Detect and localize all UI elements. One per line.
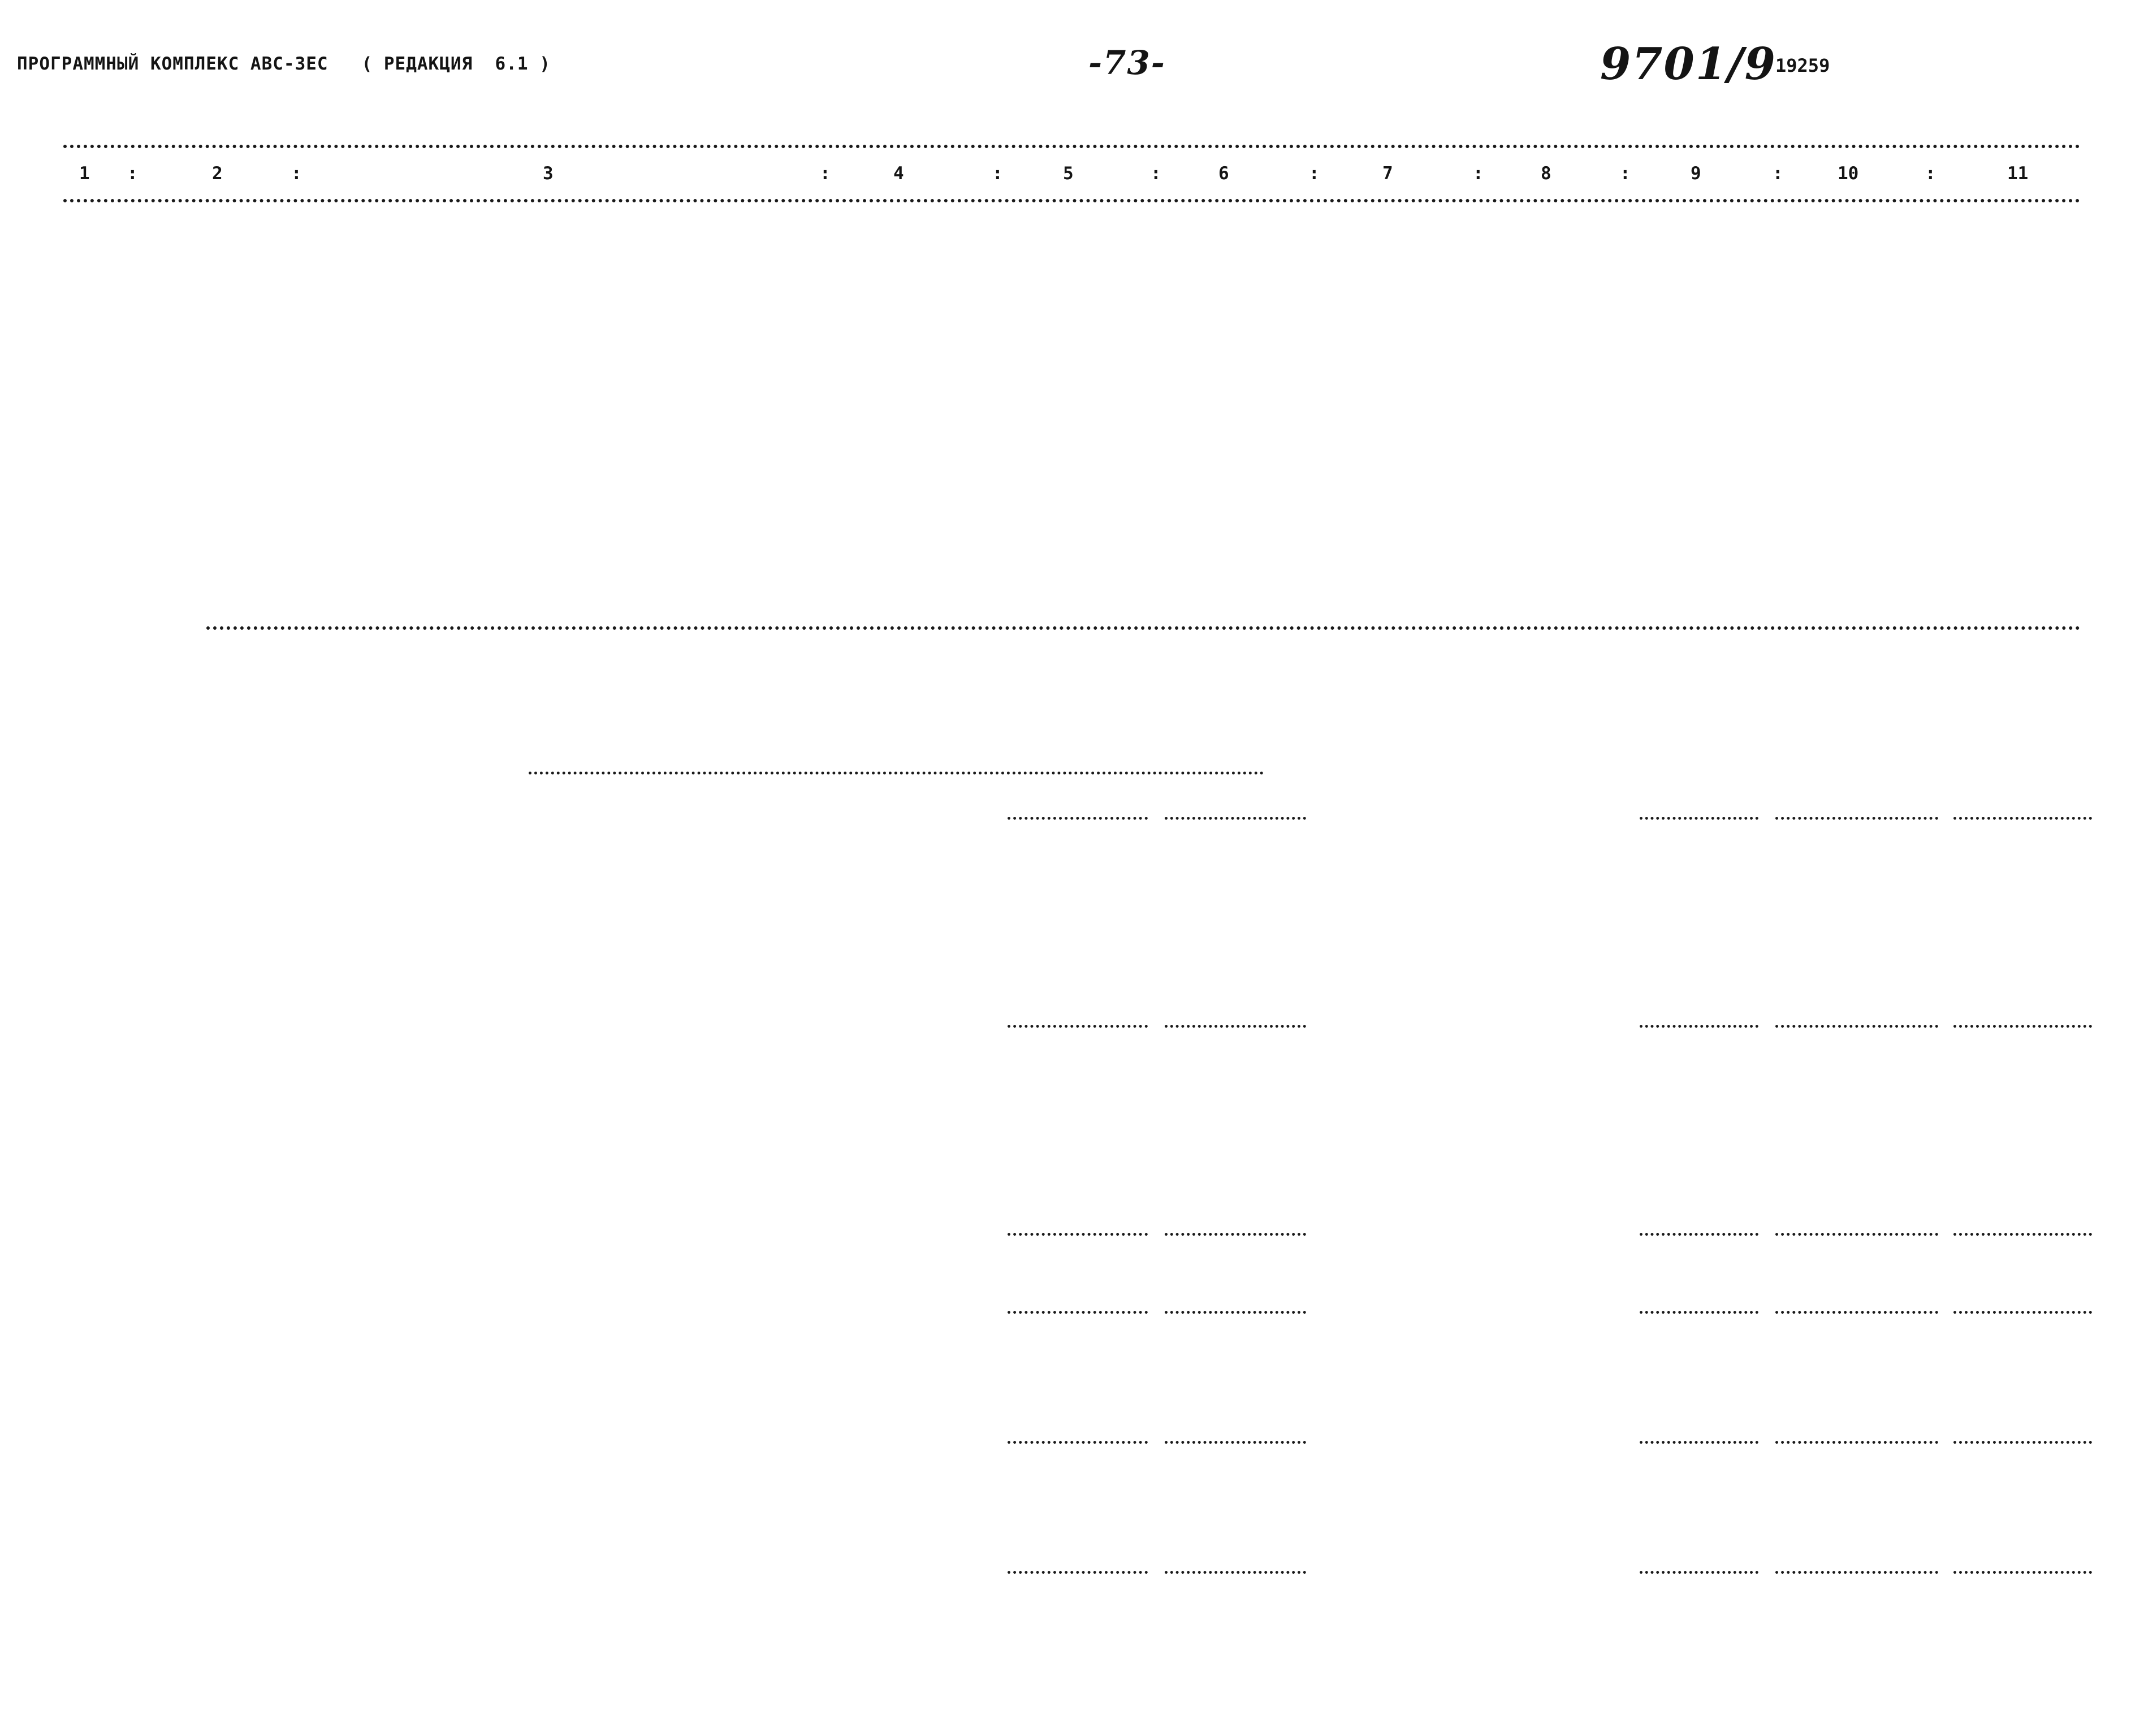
item-col5-separator xyxy=(1008,1233,1148,1236)
column-header-5: 5 xyxy=(1063,163,1074,184)
item-col6-separator xyxy=(1165,1571,1306,1574)
column-header-separator: : xyxy=(1925,163,1936,184)
column-header-2: 2 xyxy=(212,163,223,184)
column-header-3: 3 xyxy=(543,163,554,184)
item-col11-separator xyxy=(1953,817,2092,820)
column-header-10: 10 xyxy=(1838,163,1859,184)
item-col10-separator xyxy=(1775,1025,1938,1028)
column-header-9: 9 xyxy=(1691,163,1701,184)
program-title: ПРОГРАММНЫЙ КОМПЛЕКС АВС-3ЕС ( РЕДАКЦИЯ 6.1 ) xyxy=(17,54,551,74)
item-col9-separator xyxy=(1640,817,1758,820)
column-header-7: 7 xyxy=(1382,163,1393,184)
item-col10-separator xyxy=(1775,1311,1938,1314)
item-col9-separator xyxy=(1640,1311,1758,1314)
column-header-1: 1 xyxy=(79,163,90,184)
column-header-separator: : xyxy=(1620,163,1631,184)
item-col5-separator xyxy=(1008,1311,1148,1314)
item-col10-separator xyxy=(1775,1441,1938,1444)
item-col5-separator xyxy=(1008,1441,1148,1444)
column-header-separator: : xyxy=(291,163,302,184)
column-header-separator: : xyxy=(992,163,1003,184)
item-col11-separator xyxy=(1953,1441,2092,1444)
column-header-11: 11 xyxy=(2007,163,2029,184)
item-col6-separator xyxy=(1165,817,1306,820)
document-number: 19259 xyxy=(1775,55,1830,76)
item-col10-separator xyxy=(1775,817,1938,820)
column-header-6: 6 xyxy=(1218,163,1229,184)
item-col6-separator xyxy=(1165,1025,1306,1028)
column-header-separator: : xyxy=(1773,163,1783,184)
item-col5-separator xyxy=(1008,1571,1148,1574)
column-header-rule xyxy=(63,199,2081,202)
item-col6-separator xyxy=(1165,1441,1306,1444)
column-header-separator: : xyxy=(127,163,138,184)
item-col11-separator xyxy=(1953,1311,2092,1314)
column-header-separator: : xyxy=(1473,163,1484,184)
item-col10-separator xyxy=(1775,1571,1938,1574)
item-col11-separator xyxy=(1953,1233,2092,1236)
column-header-8: 8 xyxy=(1541,163,1551,184)
item-col10-separator xyxy=(1775,1233,1938,1236)
item-col5-separator xyxy=(1008,817,1148,820)
item-col9-separator xyxy=(1640,1025,1758,1028)
page-number: -73- xyxy=(1088,44,1166,82)
column-header-separator: : xyxy=(1309,163,1320,184)
item-col11-separator xyxy=(1953,1025,2092,1028)
item-col11-separator xyxy=(1953,1571,2092,1574)
item-col6-separator xyxy=(1165,1311,1306,1314)
item-col9-separator xyxy=(1640,1233,1758,1236)
table-top-rule xyxy=(63,145,2081,148)
column-header-4: 4 xyxy=(893,163,904,184)
handwritten-code: 9701/9 xyxy=(1600,38,1776,90)
section-title-underline xyxy=(529,772,1264,774)
totals-rule xyxy=(206,626,2081,630)
item-col9-separator xyxy=(1640,1571,1758,1574)
item-col9-separator xyxy=(1640,1441,1758,1444)
item-col6-separator xyxy=(1165,1233,1306,1236)
column-header-separator: : xyxy=(1151,163,1161,184)
item-col5-separator xyxy=(1008,1025,1148,1028)
column-header-separator: : xyxy=(820,163,831,184)
